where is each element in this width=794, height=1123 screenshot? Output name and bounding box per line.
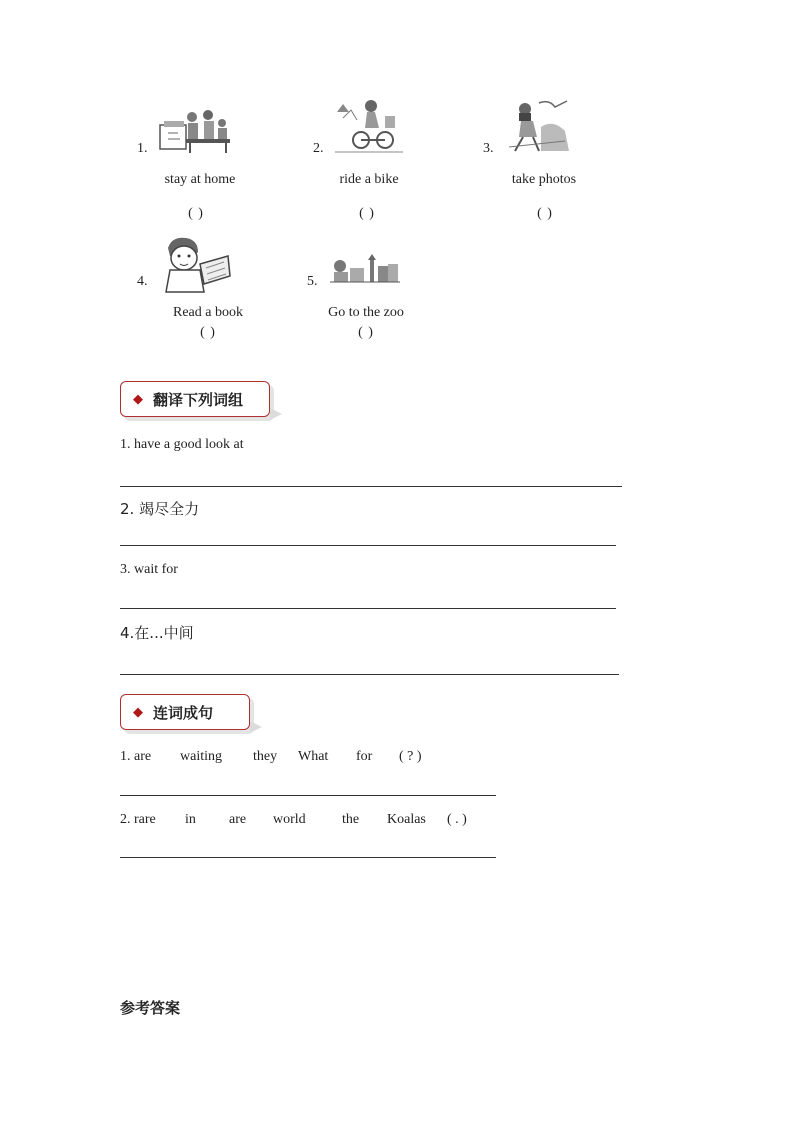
translate-question-1: 1. have a good look at	[120, 437, 244, 452]
reorder-q2-word: the	[342, 812, 360, 827]
reorder-q1-number: 1. are	[120, 749, 152, 764]
section-header-translate	[120, 381, 270, 417]
answers-heading: 参考答案	[120, 999, 181, 1017]
header-tail-decoration	[250, 721, 262, 733]
item-2-answer-blank[interactable]: ( )	[359, 206, 375, 221]
translate-question-2: 2. 竭尽全力	[120, 500, 200, 518]
answer-line-3[interactable]	[120, 608, 616, 609]
item-1-answer-blank[interactable]: ( )	[188, 206, 204, 221]
item-5-number: 5.	[307, 274, 318, 289]
answer-line-2[interactable]	[120, 545, 616, 546]
reorder-q1-word: ( ? )	[399, 749, 422, 764]
section-header-reorder	[120, 694, 250, 730]
item-2-number: 2.	[313, 141, 324, 156]
header-tail-decoration	[270, 408, 282, 420]
taking-photos-icon	[505, 97, 571, 155]
zoo-icon	[330, 252, 400, 284]
reorder-q2-number: 2. rare	[120, 812, 156, 827]
reorder-q1-word: for	[356, 749, 373, 764]
diamond-icon: ◆	[133, 391, 143, 406]
item-4-answer-blank[interactable]: ( )	[200, 325, 216, 340]
reorder-q2-word: are	[229, 812, 247, 827]
reorder-q2-word: in	[185, 812, 196, 827]
item-3-answer-blank[interactable]: ( )	[537, 206, 553, 221]
section-title-translate: 翻译下列词组	[153, 390, 244, 409]
item-5-caption: Go to the zoo	[328, 305, 404, 320]
item-4-caption: Read a book	[173, 305, 243, 320]
translate-question-3: 3. wait for	[120, 562, 178, 577]
reorder-q2-word: world	[273, 812, 306, 827]
item-1-caption: stay at home	[164, 172, 236, 187]
family-at-home-icon	[158, 103, 232, 155]
translate-question-4: 4.在...中间	[120, 624, 194, 642]
item-1-number: 1.	[137, 141, 148, 156]
reorder-answer-line-2[interactable]	[120, 857, 496, 858]
reorder-q1-word: they	[253, 749, 278, 764]
item-5-answer-blank[interactable]: ( )	[358, 325, 374, 340]
riding-bike-icon	[335, 98, 403, 154]
item-4-number: 4.	[137, 274, 148, 289]
item-3-number: 3.	[483, 141, 494, 156]
diamond-icon: ◆	[133, 704, 143, 719]
reorder-q2-word: Koalas	[387, 812, 426, 827]
item-2-caption: ride a bike	[339, 172, 399, 187]
reorder-q1-word: waiting	[180, 749, 222, 764]
item-3-caption: take photos	[511, 172, 577, 187]
reorder-q2-word: ( . )	[447, 812, 467, 827]
reorder-answer-line-1[interactable]	[120, 795, 496, 796]
reorder-q1-word: What	[298, 749, 329, 764]
section-title-reorder: 连词成句	[153, 703, 214, 722]
answer-line-4[interactable]	[120, 674, 619, 675]
answer-line-1[interactable]	[120, 486, 622, 487]
reading-book-icon	[160, 234, 232, 294]
